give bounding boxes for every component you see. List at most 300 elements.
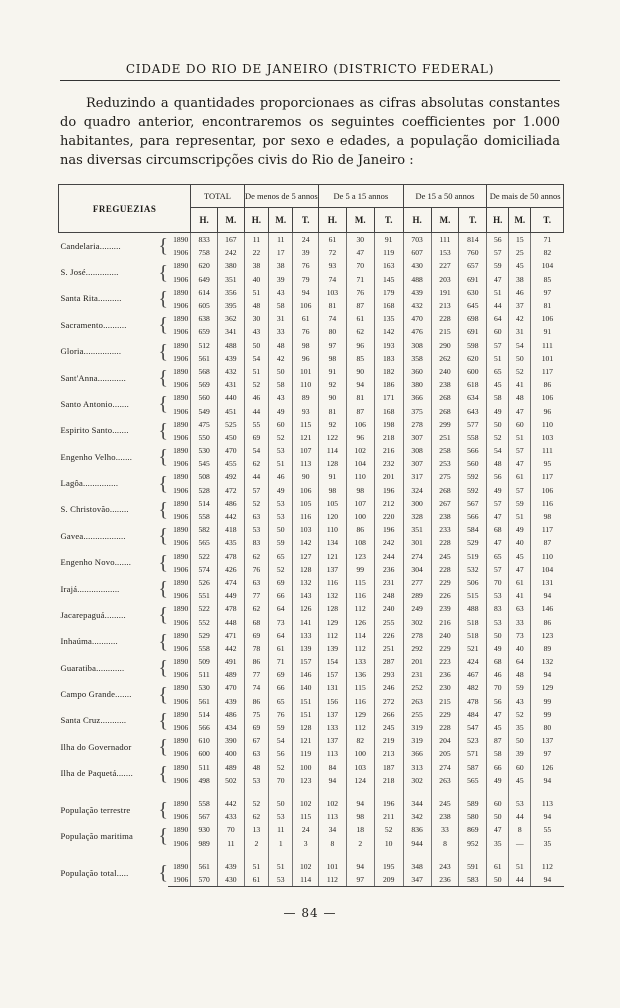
- value-cell: 52: [269, 761, 293, 774]
- column-header: T.: [459, 208, 487, 233]
- value-cell: 53: [269, 810, 293, 823]
- value-cell: 342: [403, 810, 431, 823]
- value-cell: 362: [218, 312, 245, 325]
- value-cell: 117: [531, 365, 564, 378]
- value-cell: 760: [459, 246, 487, 259]
- value-cell: 450: [218, 431, 245, 444]
- brace-mark: {: [158, 235, 168, 258]
- value-cell: 97: [531, 286, 564, 299]
- value-cell: 213: [431, 299, 459, 312]
- value-cell: 111: [431, 233, 459, 247]
- value-cell: 440: [218, 391, 245, 404]
- value-cell: 498: [191, 774, 218, 787]
- value-cell: 98: [346, 484, 374, 497]
- value-cell: 59: [269, 536, 293, 549]
- value-cell: 91: [318, 365, 346, 378]
- value-cell: 952: [459, 836, 487, 849]
- value-cell: 48: [509, 668, 531, 681]
- value-cell: 110: [531, 550, 564, 563]
- value-cell: 59: [487, 259, 509, 272]
- value-cell: 565: [459, 774, 487, 787]
- value-cell: 300: [403, 497, 431, 510]
- value-cell: 242: [218, 246, 245, 259]
- value-cell: 592: [459, 470, 487, 483]
- value-cell: 836: [403, 823, 431, 836]
- value-cell: 65: [487, 550, 509, 563]
- value-cell: 78: [244, 642, 268, 655]
- value-cell: 47: [487, 510, 509, 523]
- value-cell: 212: [374, 497, 403, 510]
- brace-mark: {: [158, 551, 168, 574]
- value-cell: 424: [459, 655, 487, 668]
- year-cell: 1906: [168, 873, 191, 887]
- value-cell: 50: [487, 629, 509, 642]
- value-cell: 129: [346, 708, 374, 721]
- value-cell: 488: [218, 339, 245, 352]
- value-cell: 582: [191, 523, 218, 536]
- value-cell: 141: [293, 615, 319, 628]
- value-cell: 561: [191, 860, 218, 873]
- value-cell: 439: [403, 286, 431, 299]
- value-cell: 432: [218, 365, 245, 378]
- value-cell: 47: [487, 273, 509, 286]
- value-cell: 63: [244, 576, 268, 589]
- value-cell: 583: [459, 873, 487, 887]
- running-header: CIDADE DO RIO DE JANEIRO (DISTRICTO FEDERAL): [125, 62, 495, 76]
- freguezia-name: Engenho Velho.......: [60, 451, 133, 462]
- value-cell: 113: [318, 747, 346, 760]
- value-cell: 605: [191, 299, 218, 312]
- value-cell: 96: [531, 404, 564, 417]
- value-cell: 301: [403, 536, 431, 549]
- value-cell: 57: [509, 484, 531, 497]
- value-cell: 518: [459, 615, 487, 628]
- value-cell: 137: [531, 734, 564, 747]
- value-cell: 128: [293, 721, 319, 734]
- value-cell: 98: [293, 339, 319, 352]
- column-header: M.: [269, 208, 293, 233]
- value-cell: 216: [374, 444, 403, 457]
- value-cell: 45: [509, 259, 531, 272]
- value-cell: 10: [374, 836, 403, 849]
- value-cell: 146: [531, 602, 564, 615]
- value-cell: 347: [403, 873, 431, 887]
- value-cell: 57: [487, 563, 509, 576]
- value-cell: 62: [346, 325, 374, 338]
- value-cell: 514: [191, 497, 218, 510]
- value-cell: 45: [509, 550, 531, 563]
- value-cell: 57: [244, 484, 268, 497]
- year-cell: 1906: [173, 485, 189, 495]
- year-cell: 1906: [173, 301, 189, 311]
- value-cell: 15: [509, 233, 531, 247]
- value-cell: 561: [191, 695, 218, 708]
- value-cell: 116: [293, 510, 319, 523]
- value-cell: 246: [374, 681, 403, 694]
- value-cell: 198: [374, 418, 403, 431]
- value-cell: 2: [244, 836, 268, 849]
- value-cell: 216: [431, 615, 459, 628]
- value-cell: 245: [374, 721, 403, 734]
- value-cell: 486: [218, 497, 245, 510]
- value-cell: 529: [191, 629, 218, 642]
- value-cell: 70: [487, 681, 509, 694]
- value-cell: 115: [293, 810, 319, 823]
- freguezia-name: Gavea..................: [60, 530, 126, 541]
- value-cell: 319: [403, 734, 431, 747]
- freguezia-name: Engenho Novo.......: [60, 557, 132, 568]
- value-cell: 57: [487, 497, 509, 510]
- value-cell: 94: [346, 378, 374, 391]
- value-cell: 277: [403, 576, 431, 589]
- year-cell: 1890: [173, 314, 189, 324]
- table-row: [59, 655, 564, 668]
- value-cell: 99: [531, 708, 564, 721]
- value-cell: 302: [403, 615, 431, 628]
- value-cell: 31: [509, 325, 531, 338]
- value-cell: 218: [374, 431, 403, 444]
- value-cell: 132: [531, 655, 564, 668]
- value-cell: 183: [374, 352, 403, 365]
- value-cell: 53: [269, 444, 293, 457]
- value-cell: 179: [374, 286, 403, 299]
- table-row: [59, 734, 564, 747]
- year-cell: 1906: [173, 459, 189, 469]
- value-cell: 11: [218, 836, 245, 849]
- value-cell: 54: [509, 339, 531, 352]
- year-cell: 1906: [173, 591, 189, 601]
- table-row: [59, 286, 564, 299]
- value-cell: 558: [191, 642, 218, 655]
- value-cell: 228: [431, 536, 459, 549]
- value-cell: 38: [269, 259, 293, 272]
- value-cell: 54: [487, 444, 509, 457]
- value-cell: 44: [244, 470, 268, 483]
- value-cell: 565: [191, 536, 218, 549]
- value-cell: 111: [531, 339, 564, 352]
- value-cell: 39: [269, 273, 293, 286]
- value-cell: 201: [403, 655, 431, 668]
- value-cell: 514: [191, 708, 218, 721]
- value-cell: 574: [191, 563, 218, 576]
- freguezia-name: Irajá..................: [60, 583, 120, 594]
- value-cell: 46: [487, 668, 509, 681]
- value-cell: 93: [293, 404, 319, 417]
- year-cell: 1890: [173, 472, 189, 482]
- year-cell: 1906: [173, 564, 189, 574]
- value-cell: 758: [191, 246, 218, 259]
- value-cell: 522: [191, 550, 218, 563]
- value-cell: 121: [293, 734, 319, 747]
- value-cell: 119: [293, 747, 319, 760]
- value-cell: 560: [459, 457, 487, 470]
- value-cell: 351: [218, 273, 245, 286]
- value-cell: 112: [318, 873, 346, 887]
- value-cell: 255: [403, 708, 431, 721]
- value-cell: 48: [269, 339, 293, 352]
- value-cell: 442: [218, 510, 245, 523]
- value-cell: 41: [509, 589, 531, 602]
- value-cell: 366: [403, 747, 431, 760]
- value-cell: 102: [318, 797, 346, 810]
- value-cell: 366: [403, 391, 431, 404]
- value-cell: 157: [318, 668, 346, 681]
- value-cell: 45: [487, 378, 509, 391]
- value-cell: 89: [531, 642, 564, 655]
- value-cell: 82: [346, 734, 374, 747]
- brace-mark: {: [158, 367, 168, 390]
- value-cell: 30: [244, 312, 268, 325]
- value-cell: 94: [346, 860, 374, 873]
- value-cell: 112: [531, 860, 564, 873]
- column-header: H.: [191, 208, 218, 233]
- year-cell: 1906: [173, 432, 189, 442]
- value-cell: 77: [244, 668, 268, 681]
- value-cell: 245: [431, 550, 459, 563]
- value-cell: 101: [293, 365, 319, 378]
- value-cell: 62: [244, 810, 268, 823]
- year-cell: 1906: [173, 353, 189, 363]
- value-cell: 122: [318, 431, 346, 444]
- value-cell: 59: [509, 497, 531, 510]
- value-cell: 53: [269, 510, 293, 523]
- value-cell: 59: [509, 681, 531, 694]
- value-cell: 57: [487, 339, 509, 352]
- value-cell: 308: [403, 444, 431, 457]
- value-cell: 51: [244, 860, 268, 873]
- value-cell: 50: [487, 873, 509, 887]
- value-cell: 11: [269, 823, 293, 836]
- value-cell: 268: [431, 484, 459, 497]
- value-cell: 430: [218, 873, 245, 887]
- year-cell: 1890: [173, 709, 189, 719]
- value-cell: 434: [218, 721, 245, 734]
- year-cell: 1890: [173, 366, 189, 376]
- value-cell: 51: [269, 457, 293, 470]
- value-cell: 526: [191, 576, 218, 589]
- value-cell: 134: [318, 536, 346, 549]
- value-cell: 226: [374, 629, 403, 642]
- value-cell: 274: [403, 550, 431, 563]
- value-cell: 106: [531, 484, 564, 497]
- group-header: TOTAL: [191, 185, 244, 208]
- value-cell: 614: [191, 286, 218, 299]
- value-cell: 470: [403, 312, 431, 325]
- value-cell: 100: [293, 761, 319, 774]
- value-cell: 442: [218, 797, 245, 810]
- value-cell: 566: [459, 444, 487, 457]
- value-cell: 49: [487, 404, 509, 417]
- value-cell: 62: [244, 550, 268, 563]
- value-cell: 106: [531, 312, 564, 325]
- value-cell: 51: [487, 352, 509, 365]
- value-cell: 476: [403, 325, 431, 338]
- value-cell: 431: [218, 378, 245, 391]
- freguezia-name: Gloria................: [60, 346, 122, 357]
- value-cell: 61: [244, 873, 268, 887]
- value-cell: 48: [244, 761, 268, 774]
- value-cell: 46: [244, 391, 268, 404]
- value-cell: 691: [459, 273, 487, 286]
- brace-mark: {: [158, 340, 168, 363]
- value-cell: 529: [459, 536, 487, 549]
- value-cell: 154: [318, 655, 346, 668]
- value-cell: 551: [191, 589, 218, 602]
- value-cell: 22: [244, 246, 268, 259]
- value-cell: 488: [459, 602, 487, 615]
- value-cell: 111: [531, 444, 564, 457]
- table-row: [59, 550, 564, 563]
- value-cell: 328: [403, 510, 431, 523]
- value-cell: 97: [531, 747, 564, 760]
- value-cell: 47: [346, 246, 374, 259]
- column-header: T.: [293, 208, 319, 233]
- table-row: [59, 602, 564, 615]
- value-cell: 48: [244, 299, 268, 312]
- value-cell: 215: [431, 695, 459, 708]
- value-cell: 51: [244, 286, 268, 299]
- value-cell: 302: [403, 774, 431, 787]
- year-cell: 1906: [173, 538, 189, 548]
- value-cell: 58: [487, 391, 509, 404]
- spacer-row: [59, 787, 564, 797]
- value-cell: 94: [318, 774, 346, 787]
- value-cell: 251: [374, 642, 403, 655]
- value-cell: 97: [318, 339, 346, 352]
- value-cell: 50: [269, 523, 293, 536]
- value-cell: 71: [269, 655, 293, 668]
- value-cell: 58: [269, 378, 293, 391]
- year-cell: 1890: [173, 551, 189, 561]
- column-header: H.: [244, 208, 268, 233]
- value-cell: 116: [346, 589, 374, 602]
- value-cell: 47: [487, 536, 509, 549]
- brace-mark: {: [158, 472, 168, 495]
- column-header: M.: [346, 208, 374, 233]
- value-cell: 65: [269, 550, 293, 563]
- value-cell: 258: [431, 444, 459, 457]
- value-cell: 61: [318, 233, 346, 247]
- value-cell: 68: [487, 523, 509, 536]
- value-cell: 56: [269, 747, 293, 760]
- value-cell: 114: [293, 873, 319, 887]
- year-cell: 1890: [173, 419, 189, 429]
- value-cell: 341: [218, 325, 245, 338]
- table-row: [59, 523, 564, 536]
- value-cell: 209: [374, 873, 403, 887]
- value-cell: 40: [509, 536, 531, 549]
- value-cell: 151: [293, 708, 319, 721]
- value-cell: 104: [531, 563, 564, 576]
- value-cell: 492: [218, 470, 245, 483]
- value-cell: 58: [269, 299, 293, 312]
- value-cell: 86: [244, 655, 268, 668]
- freguezia-name: Sacramento..........: [60, 319, 127, 330]
- value-cell: 117: [531, 470, 564, 483]
- value-cell: 253: [431, 457, 459, 470]
- value-cell: 351: [403, 523, 431, 536]
- value-cell: 251: [431, 431, 459, 444]
- brace-mark: {: [158, 525, 168, 548]
- value-cell: 31: [269, 312, 293, 325]
- value-cell: 94: [531, 668, 564, 681]
- value-cell: 66: [269, 589, 293, 602]
- value-cell: 56: [487, 695, 509, 708]
- brace-mark: {: [158, 498, 168, 521]
- value-cell: 81: [318, 299, 346, 312]
- value-cell: 649: [191, 273, 218, 286]
- value-cell: 8: [431, 836, 459, 849]
- table-row: [59, 418, 564, 431]
- value-cell: 592: [459, 484, 487, 497]
- value-cell: 129: [318, 615, 346, 628]
- value-cell: 50: [244, 339, 268, 352]
- value-cell: 475: [191, 418, 218, 431]
- year-cell: 1906: [173, 617, 189, 627]
- value-cell: 127: [293, 550, 319, 563]
- value-cell: 215: [431, 325, 459, 338]
- brace-mark: {: [158, 393, 168, 416]
- value-cell: 110: [318, 523, 346, 536]
- value-cell: 87: [531, 536, 564, 549]
- group-header: De 5 a 15 annos: [318, 185, 403, 208]
- value-cell: 52: [269, 563, 293, 576]
- value-cell: 120: [318, 510, 346, 523]
- value-cell: 49: [487, 774, 509, 787]
- value-cell: 470: [218, 681, 245, 694]
- value-cell: 69: [269, 576, 293, 589]
- value-cell: 54: [244, 352, 268, 365]
- value-cell: 90: [318, 391, 346, 404]
- value-cell: 102: [346, 444, 374, 457]
- value-cell: 56: [487, 470, 509, 483]
- value-cell: 11: [244, 233, 268, 247]
- value-cell: 91: [531, 325, 564, 338]
- value-cell: 35: [509, 721, 531, 734]
- value-cell: 57: [487, 246, 509, 259]
- freguezia-name: Santa Rita..........: [60, 293, 122, 304]
- value-cell: 620: [459, 352, 487, 365]
- value-cell: 229: [431, 642, 459, 655]
- value-cell: 83: [487, 602, 509, 615]
- value-cell: 567: [459, 497, 487, 510]
- year-cell: 1890: [173, 340, 189, 350]
- value-cell: 143: [293, 589, 319, 602]
- value-cell: 659: [191, 325, 218, 338]
- year-cell: 1906: [173, 696, 189, 706]
- value-cell: 53: [244, 523, 268, 536]
- value-cell: 115: [346, 681, 374, 694]
- value-cell: 18: [346, 823, 374, 836]
- value-cell: 47: [487, 823, 509, 836]
- value-cell: 39: [293, 246, 319, 259]
- value-cell: 94: [293, 286, 319, 299]
- value-cell: 90: [293, 470, 319, 483]
- value-cell: 70: [218, 823, 245, 836]
- value-cell: 68: [244, 615, 268, 628]
- value-cell: 168: [374, 299, 403, 312]
- value-cell: 61: [293, 312, 319, 325]
- value-cell: 128: [318, 457, 346, 470]
- table-row: [59, 470, 564, 483]
- column-header: M.: [431, 208, 459, 233]
- value-cell: 33: [269, 325, 293, 338]
- table-row: [59, 797, 564, 810]
- value-cell: 46: [269, 470, 293, 483]
- value-cell: 467: [459, 668, 487, 681]
- value-cell: 85: [531, 273, 564, 286]
- value-cell: 13: [244, 823, 268, 836]
